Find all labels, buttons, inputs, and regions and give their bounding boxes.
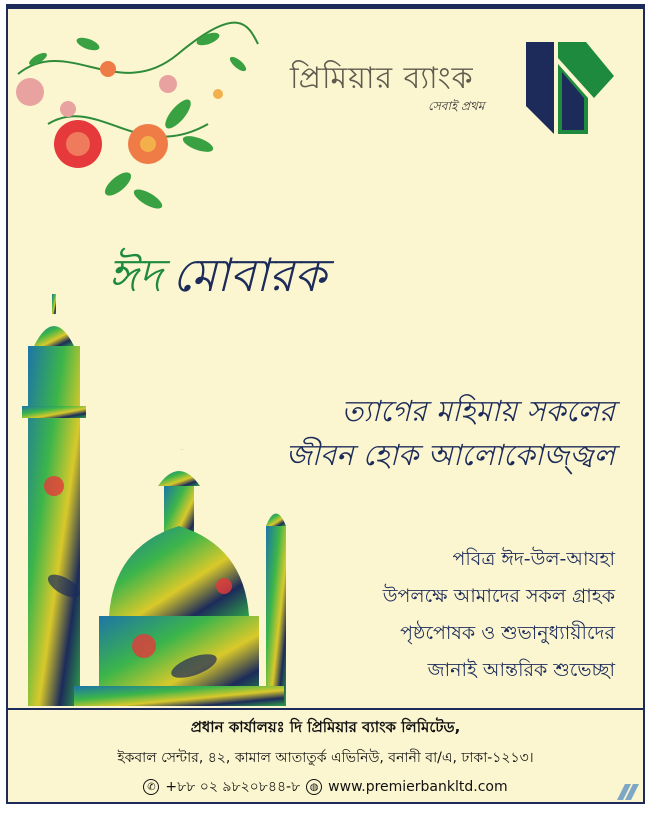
crescent-moon-icon (161, 416, 204, 450)
bank-name: প্রিমিয়ার ব্যাংক (290, 61, 474, 96)
top-rule (8, 6, 643, 9)
headline-line-2: জীবন হোক আলোকোজ্জ্বল (285, 438, 615, 472)
footer (8, 708, 643, 804)
greeting-text (383, 541, 615, 689)
address-text: ইকবাল সেন্টার, ৪২, কামাল আতাতুর্ক এভিনিউ, বনানী বা/এ, ঢাকা-১২১৩। (117, 750, 534, 766)
greeting-line-1: পবিত্র ঈদ-উল-আযহা (452, 548, 615, 570)
phone-icon: ✆ (143, 779, 159, 795)
bank-logo-icon (524, 40, 616, 136)
website-link[interactable]: www.premierbankltd.com (328, 779, 508, 795)
head-office-label: প্রধান কার্যালয়ঃ দি প্রিমিয়ার ব্যাংক লিমিটেড, (190, 718, 461, 736)
eid-word: ঈদ (108, 248, 163, 302)
mosque-silhouette-icon (14, 286, 314, 716)
greeting-line-3: পৃষ্ঠপোষক ও শুভানুধ্যায়ীদের (400, 622, 615, 644)
headline (286, 389, 615, 477)
headline-line-1: ত্যাগের মহিমায় সকলের (341, 394, 615, 428)
contact-row (8, 775, 643, 799)
phone-number: +৮৮ ০২ ৯৮২০৮৪৪-৮ (165, 779, 301, 795)
globe-icon: ◍ (306, 779, 322, 795)
eid-greeting-ad (6, 4, 645, 804)
greeting-line-4: জানাই আন্তরিক শুভেচ্ছা (427, 659, 615, 681)
corner-stripe-icon (609, 784, 639, 800)
floral-decoration-icon (8, 14, 268, 214)
bank-tagline: সেবাই প্রথম (428, 99, 485, 113)
greeting-line-2: উপলক্ষে আমাদের সকল গ্রাহক (382, 585, 615, 607)
mubarak-word: মোবারক (172, 248, 327, 302)
